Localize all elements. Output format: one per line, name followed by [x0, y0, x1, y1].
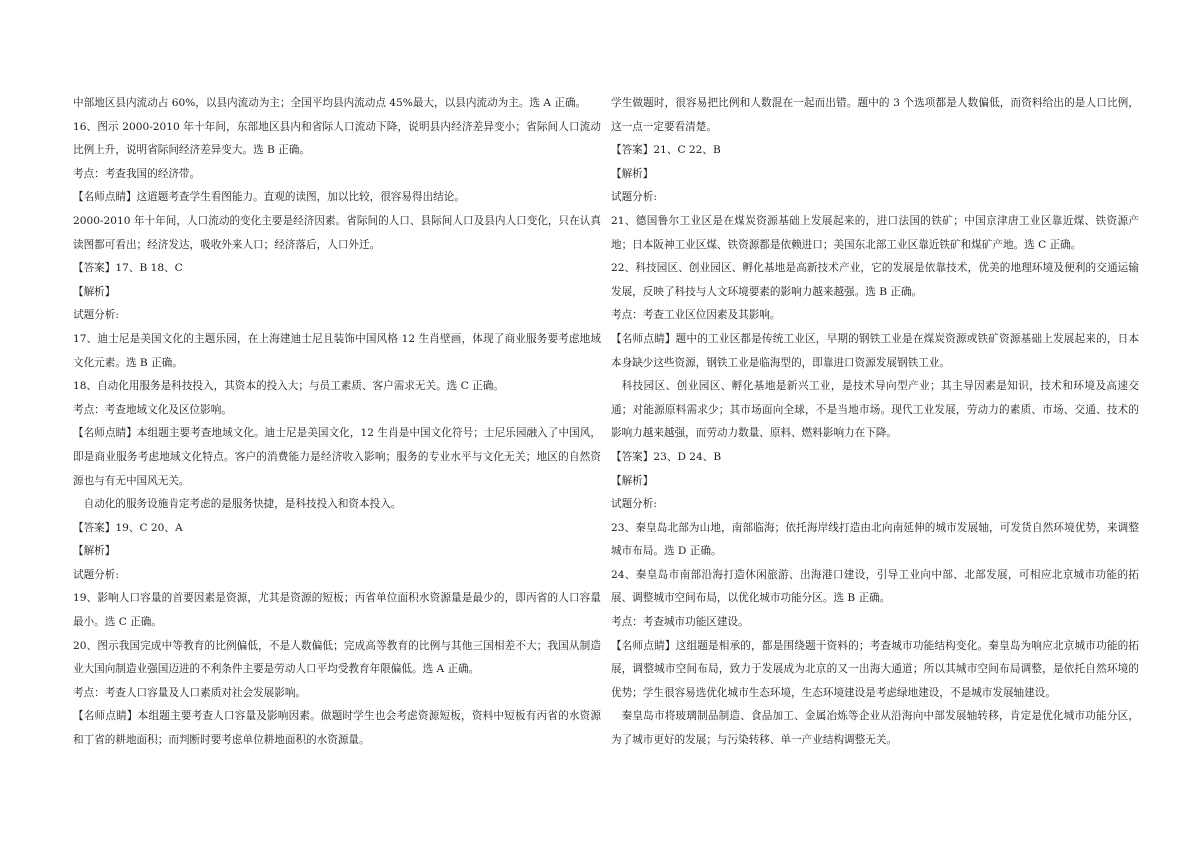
paragraph: 16、图示 2000-2010 年十年间，东部地区县内和省际人口流动下降，说明县内经济差异变小；省际间人口流动比例上升，说明省际间经济差异变大。选 B 正确。: [73, 120, 601, 157]
paragraph: 考点：考查地域文化及区位影响。: [73, 403, 232, 416]
paragraph: 考点：考查人口容量及人口素质对社会发展影响。: [73, 686, 307, 699]
paragraph: 21、德国鲁尔工业区是在煤炭资源基础上发展起来的，进口法国的铁矿；中国京津唐工业区靠近煤、铁资源产地；日本阪神工业区煤、铁资源都是依赖进口；美国东北部工业区靠近铁矿和煤矿产地。选 C 正确。: [611, 214, 1139, 251]
paragraph: 20、图示我国完成中等教育的比例偏低，不是人数偏低；完成高等教育的比例与其他三国相差不大；我国从制造业大国向制造业强国迈进的不利条件主要是劳动人口平均受教育年限偏低。选 A 正确。: [73, 639, 601, 676]
left-column: [73, 92, 601, 753]
paragraph: 【名师点睛】本组题主要考查地域文化。迪士尼是美国文化，12 生肖是中国文化符号；士尼乐园融入了中国风，即是商业服务考虑地域文化特点。客户的消费能力是经济收入影响；服务的专业水平与文化无关；地区的自然资源也与有无中国风无关。: [73, 427, 601, 487]
paragraph: 【解析】: [611, 474, 654, 487]
paragraph: 试题分析:: [611, 498, 657, 511]
paragraph: 考点：考查城市功能区建设。: [611, 616, 749, 629]
paragraph: 【答案】21、C 22、B: [611, 144, 721, 157]
paragraph: 科技园区、创业园区、孵化基地是新兴工业，是技术导向型产业；其主导因素是知识，技术和环境及高速交通；对能源原料需求少；其市场面向全球，不是当地市场。现代工业发展，劳动力的素质、市场、交通、技术的影响力越来越强，而劳动力数量、原料、燃料影响力在下降。: [611, 380, 1139, 440]
paragraph: 【答案】23、D 24、B: [611, 450, 722, 463]
paragraph: 试题分析:: [73, 309, 119, 322]
paragraph: 秦皇岛市将玻璃制品制造、食品加工、金属冶炼等企业从沿海向中部发展轴转移，肯定是优化城市功能分区，为了城市更好的发展；与污染转移、单一产业结构调整无关。: [611, 710, 1139, 747]
right-column: [611, 92, 1139, 753]
paragraph: 中部地区县内流动占 60%，以县内流动为主；全国平均县内流动点 45%最大，以县内流动为主。选 A 正确。: [73, 97, 587, 109]
paragraph: 学生做题时，很容易把比例和人数混在一起而出错。题中的 3 个选项都是人数偏低，而资料给出的是人口比例，这一点一定要看清楚。: [611, 97, 1139, 133]
paragraph: 【名师点睛】本组题主要考查人口容量及影响因素。做题时学生也会考虑资源短板，资料中短板有丙省的水资源和丁省的耕地面积；而判断时要考虑单位耕地面积的水资源量。: [73, 710, 601, 747]
paragraph: 22、科技园区、创业园区、孵化基地是高新技术产业，它的发展是依靠技术，优美的地理环境及便利的交通运输发展，反映了科技与人文环境要素的影响力越来越强。选 B 正确。: [611, 262, 1139, 298]
paragraph: 【答案】17、B 18、C: [73, 262, 183, 275]
paragraph: 自动化的服务设施肯定考虑的是服务快捷，是科技投入和资本投入。: [83, 498, 402, 511]
paragraph: 考点：考查工业区位因素及其影响。: [611, 309, 781, 322]
paragraph: 【解析】: [611, 167, 654, 180]
paragraph: 【解析】: [73, 285, 116, 298]
paragraph: 24、秦皇岛市南部沿海打造休闲旅游、出海港口建设，引导工业向中部、北部发展，可相应北京城市功能的拓展、调整城市空间布局，以优化城市功能分区。选 B 正确。: [611, 568, 1139, 605]
paragraph: 【名师点睛】题中的工业区都是传统工业区，早期的钢铁工业是在煤炭资源或铁矿资源基础上发展起来的，日本本身缺少这些资源，钢铁工业是临海型的，即靠进口资源发展钢铁工业。: [611, 332, 1139, 369]
paragraph: 【答案】19、C 20、A: [73, 521, 183, 534]
paragraph: 【名师点睛】这道题考查学生看图能力。直观的读图，加以比较，很容易得出结论。: [73, 191, 465, 204]
paragraph: 23、秦皇岛北部为山地，南部临海；依托海岸线打造由北向南延伸的城市发展轴，可发货自然环境优势，来调整城市布局。选 D 正确。: [611, 521, 1139, 558]
paragraph: 17、迪士尼是美国文化的主题乐园，在上海建迪士尼且装饰中国风格 12 生肖壁画，体现了商业服务要考虑地域文化元素。选 B 正确。: [73, 332, 601, 369]
paragraph: 【解析】: [73, 545, 116, 558]
paragraph: 19、影响人口容量的首要因素是资源，尤其是资源的短板；丙省单位面积水资源量是最少的，即丙省的人口容量最小。选 C 正确。: [73, 592, 601, 629]
paragraph: 考点：考查我国的经济带。: [73, 167, 201, 180]
paragraph: 2000-2010 年十年间，人口流动的变化主要是经济因素。省际间的人口、县际间人口及县内人口变化，只在认真读图都可看出；经济发达，吸收外来人口；经济落后，人口外迁。: [73, 214, 601, 251]
paragraph: 【名师点睛】这组题是相承的，都是围绕题干资料的；考查城市功能结构变化。秦皇岛为响应北京城市功能的拓展，调整城市空间布局，致力于发展成为北京的又一出海大通道；所以其城市空间布局调整，是依托自然环境的优势；学生很容易选优化城市生态环境，生态环境建设是考虑绿地建设，不是城市发展轴建设。: [611, 639, 1139, 699]
paragraph: 18、自动化用服务是科技投入，其资本的投入大；与员工素质、客户需求无关。选 C 正确。: [73, 380, 504, 393]
paragraph: 试题分析:: [73, 568, 119, 581]
paragraph: 试题分析:: [611, 191, 657, 204]
